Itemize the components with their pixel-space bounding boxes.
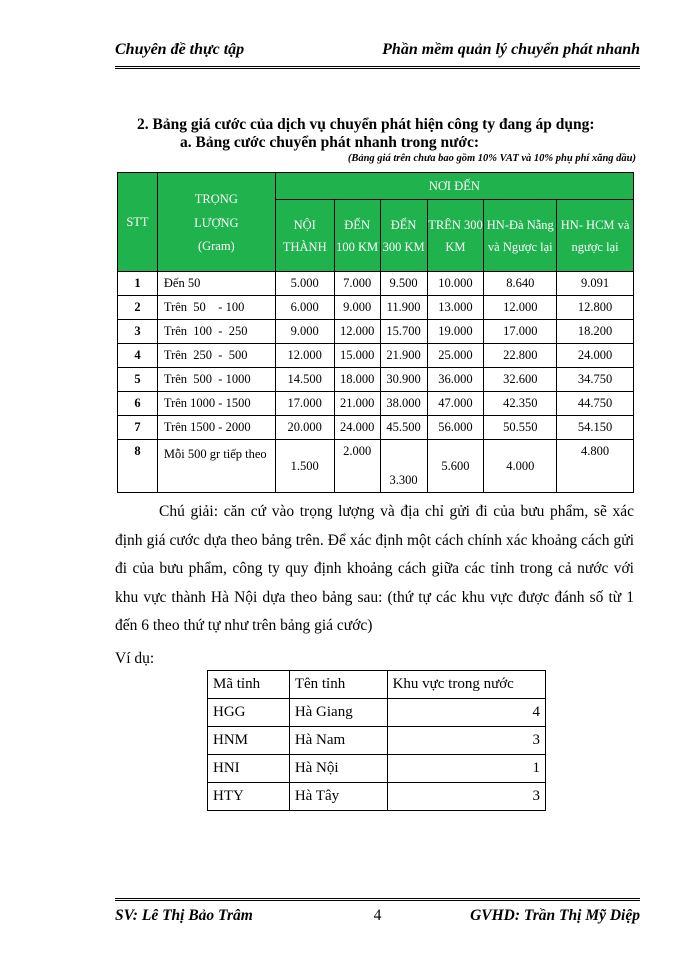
col-header-dest-5: HN- HCM và ngược lại (557, 200, 634, 272)
cell-price: 34.750 (557, 368, 634, 392)
table-row (118, 296, 634, 320)
col-header-weight-unit: (Gram) (197, 239, 235, 253)
cell-price: 12.000 (484, 296, 557, 320)
cell-price: 19.000 (427, 320, 484, 344)
cell-code: HNI (208, 755, 290, 783)
cell-price: 17.000 (484, 320, 557, 344)
table-row (118, 440, 634, 493)
cell-price: 22.800 (484, 344, 557, 368)
cell-code: HTY (208, 783, 290, 811)
cell-code: HNM (208, 727, 290, 755)
cell-price: 21.900 (380, 344, 427, 368)
cell-price: 32.600 (484, 368, 557, 392)
explanation-text: Chú giải: căn cứ vào trọng lượng và địa chỉ gửi đi của bưu phẩm, sẽ xác định giá cước dựa theo bảng trên. Để xác định một cách chính xác khoảng cách gửi đi của bưu phẩm, công ty quy định khoảng cách giữa các tỉnh trong cả nước với khu vực thành Hà Nội dựa theo bảng sau: (thứ tự các khu vực được đánh số từ 1 đến 6 theo thứ tự như trên bảng giá cước) (115, 503, 634, 634)
explanation-paragraph (115, 498, 634, 641)
cell-price: 5.000 (275, 272, 334, 296)
cell-stt: 3 (118, 320, 158, 344)
subsection-title: a. Bảng cước chuyển phát nhanh trong nước: (180, 134, 480, 151)
cell-price: 9.000 (334, 296, 380, 320)
cell-price: 6.000 (275, 296, 334, 320)
page-header (115, 38, 640, 69)
col-header-dest-4: HN-Đà Nẵng và Ngược lại (484, 200, 557, 272)
cell-price: 12.800 (557, 296, 634, 320)
cell-price: 24.000 (334, 416, 380, 440)
cell-weight: Trên 100 - 250 (157, 320, 275, 344)
cell-price: 12.000 (334, 320, 380, 344)
cell-province: Hà Tây (289, 783, 387, 811)
table-row (118, 320, 634, 344)
cell-price: 1.500 (275, 440, 334, 493)
table-row (118, 392, 634, 416)
cell-price: 9.000 (275, 320, 334, 344)
cell-region: 4 (387, 699, 545, 727)
col-header-weight-label: TRỌNG LƯỢNG (194, 192, 239, 230)
cell-region: 3 (387, 727, 545, 755)
header-right-title: Phần mềm quản lý chuyển phát nhanh (382, 41, 640, 58)
cell-price: 18.000 (334, 368, 380, 392)
col-header-dest-1: ĐẾN 100 KM (334, 200, 380, 272)
cell-price: 9.500 (380, 272, 427, 296)
cell-price: 4.000 (484, 440, 557, 493)
cell-price: 36.000 (427, 368, 484, 392)
page-footer (115, 898, 640, 927)
table-row (118, 272, 634, 296)
cell-price: 7.000 (334, 272, 380, 296)
cell-weight: Trên 500 - 1000 (157, 368, 275, 392)
cell-price: 25.000 (427, 344, 484, 368)
cell-stt: 2 (118, 296, 158, 320)
cell-weight: Trên 50 - 100 (157, 296, 275, 320)
cell-price: 18.200 (557, 320, 634, 344)
cell-weight: Trên 1000 - 1500 (157, 392, 275, 416)
price-table (117, 172, 634, 493)
cell-price: 11.900 (380, 296, 427, 320)
table-row (208, 699, 546, 727)
cell-price: 17.000 (275, 392, 334, 416)
cell-stt: 7 (118, 416, 158, 440)
cell-stt: 6 (118, 392, 158, 416)
cell-price: 5.600 (427, 440, 484, 493)
cell-province: Hà Nội (289, 755, 387, 783)
footer-advisor: GVHD: Trần Thị Mỹ Diệp (470, 907, 640, 924)
cell-weight: Mỗi 500 gr tiếp theo (157, 440, 275, 493)
cell-price: 15.000 (334, 344, 380, 368)
cell-region: 1 (387, 755, 545, 783)
cell-price: 8.640 (484, 272, 557, 296)
cell-price: 21.000 (334, 392, 380, 416)
cell-stt: 8 (118, 440, 158, 493)
cell-price: 45.500 (380, 416, 427, 440)
cell-price: 2.000 (334, 440, 380, 493)
cell-price: 15.700 (380, 320, 427, 344)
col-header-stt: STT (118, 173, 158, 272)
cell-price: 44.750 (557, 392, 634, 416)
col-header-dest-0: NỘI THÀNH (275, 200, 334, 272)
cell-price: 9.091 (557, 272, 634, 296)
col-header-destination: NƠI ĐẾN (275, 173, 633, 200)
cell-price: 42.350 (484, 392, 557, 416)
cell-region: 3 (387, 783, 545, 811)
cell-code: HGG (208, 699, 290, 727)
section-title: 2. Bảng giá cước của dịch vụ chuyển phát hiện công ty đang áp dụng: (137, 116, 595, 133)
cell-weight: Trên 250 - 500 (157, 344, 275, 368)
table-row (208, 727, 546, 755)
cell-stt: 4 (118, 344, 158, 368)
cell-price: 10.000 (427, 272, 484, 296)
cell-price: 56.000 (427, 416, 484, 440)
price-note: (Bảng giá trên chưa bao gồm 10% VAT và 10% phụ phí xăng dầu) (347, 153, 636, 164)
cell-price: 30.900 (380, 368, 427, 392)
cell-price: 38.000 (380, 392, 427, 416)
col-header-region: Khu vực trong nước (387, 671, 545, 699)
table-header-row (208, 671, 546, 699)
col-header-weight (157, 173, 275, 272)
header-left-title: Chuyên đề thực tập (115, 41, 245, 58)
cell-price: 14.500 (275, 368, 334, 392)
col-header-dest-2: ĐẾN 300 KM (380, 200, 427, 272)
page-number: 4 (373, 907, 382, 924)
cell-price: 4.800 (557, 440, 634, 493)
cell-price: 12.000 (275, 344, 334, 368)
cell-price: 50.550 (484, 416, 557, 440)
cell-price: 3.300 (380, 440, 427, 493)
cell-weight: Trên 1500 - 2000 (157, 416, 275, 440)
table-row (208, 783, 546, 811)
cell-weight: Đến 50 (157, 272, 275, 296)
cell-stt: 5 (118, 368, 158, 392)
cell-stt: 1 (118, 272, 158, 296)
cell-price: 24.000 (557, 344, 634, 368)
table-row (208, 755, 546, 783)
col-header-dest-3: TRÊN 300 KM (427, 200, 484, 272)
cell-province: Hà Nam (289, 727, 387, 755)
example-table (207, 670, 546, 811)
col-header-province: Tên tỉnh (289, 671, 387, 699)
cell-price: 20.000 (275, 416, 334, 440)
cell-price: 47.000 (427, 392, 484, 416)
cell-price: 54.150 (557, 416, 634, 440)
example-label: Ví dụ: (115, 650, 155, 667)
cell-price: 13.000 (427, 296, 484, 320)
cell-province: Hà Giang (289, 699, 387, 727)
footer-student: SV: Lê Thị Bảo Trâm (115, 907, 253, 924)
table-row (118, 416, 634, 440)
col-header-code: Mã tỉnh (208, 671, 290, 699)
table-row (118, 368, 634, 392)
table-row (118, 344, 634, 368)
